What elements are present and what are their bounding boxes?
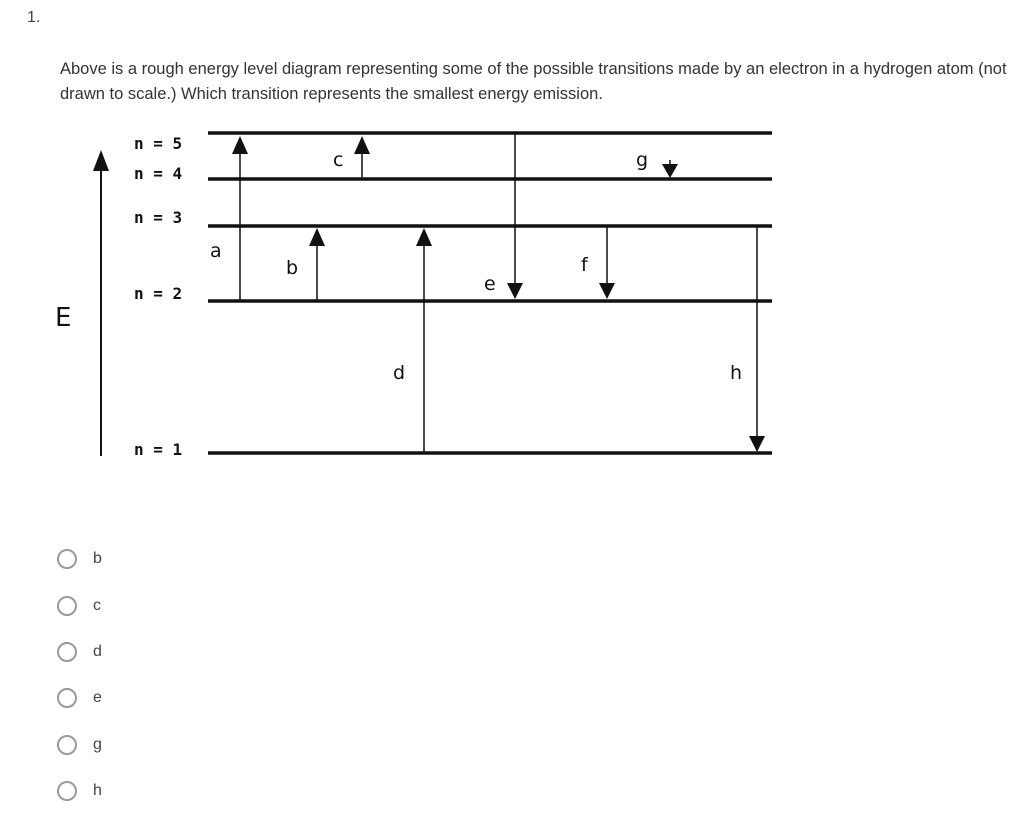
radio-button[interactable] bbox=[57, 781, 77, 801]
option-label: b bbox=[93, 550, 102, 568]
option-e[interactable] bbox=[57, 675, 102, 721]
level-label-n1: n = 1 bbox=[134, 440, 183, 459]
energy-axis-arrowhead bbox=[93, 150, 109, 171]
transition-e-arrowhead bbox=[507, 283, 523, 299]
option-label: d bbox=[93, 642, 102, 660]
question-number: 1. bbox=[27, 9, 41, 26]
option-c[interactable] bbox=[57, 582, 102, 628]
transition-c-label: c bbox=[333, 149, 344, 171]
option-label: c bbox=[93, 596, 101, 614]
transition-e-label: e bbox=[484, 273, 496, 295]
transition-b-label: b bbox=[286, 257, 299, 279]
radio-button[interactable] bbox=[57, 735, 77, 755]
level-label-n2: n = 2 bbox=[134, 284, 183, 303]
option-g[interactable] bbox=[57, 722, 102, 768]
level-label-n4: n = 4 bbox=[134, 164, 183, 183]
transition-a-label: a bbox=[210, 240, 222, 262]
question-text: Above is a rough energy level diagram representing some of the possible transitions made by an electron in a hydrogen atom (not drawn to scale.) Which transition represents the smallest energy emission. bbox=[60, 60, 1007, 103]
radio-button[interactable] bbox=[57, 549, 77, 569]
transition-g-label: g bbox=[636, 149, 649, 171]
transition-d-arrowhead bbox=[416, 228, 432, 246]
radio-button[interactable] bbox=[57, 688, 77, 708]
radio-button[interactable] bbox=[57, 596, 77, 616]
transition-h-arrowhead bbox=[749, 436, 765, 452]
transition-h-label: h bbox=[730, 362, 743, 384]
option-h[interactable] bbox=[57, 768, 102, 814]
option-d[interactable] bbox=[57, 629, 102, 675]
transition-f-arrowhead bbox=[599, 283, 615, 299]
option-b[interactable] bbox=[57, 536, 102, 582]
transition-a-arrowhead bbox=[232, 136, 248, 154]
transition-f-label: f bbox=[581, 254, 588, 276]
level-label-n3: n = 3 bbox=[134, 208, 183, 227]
option-label: h bbox=[93, 782, 102, 800]
answer-options bbox=[57, 536, 102, 814]
option-label: e bbox=[93, 689, 102, 707]
transition-d-label: d bbox=[393, 362, 406, 384]
transition-b-arrowhead bbox=[309, 228, 325, 246]
radio-button[interactable] bbox=[57, 642, 77, 662]
level-label-n5: n = 5 bbox=[134, 134, 183, 153]
transition-g-arrowhead bbox=[662, 164, 678, 178]
energy-axis-label: E bbox=[55, 303, 72, 333]
transition-c-arrowhead bbox=[354, 136, 370, 154]
option-label: g bbox=[93, 735, 102, 753]
